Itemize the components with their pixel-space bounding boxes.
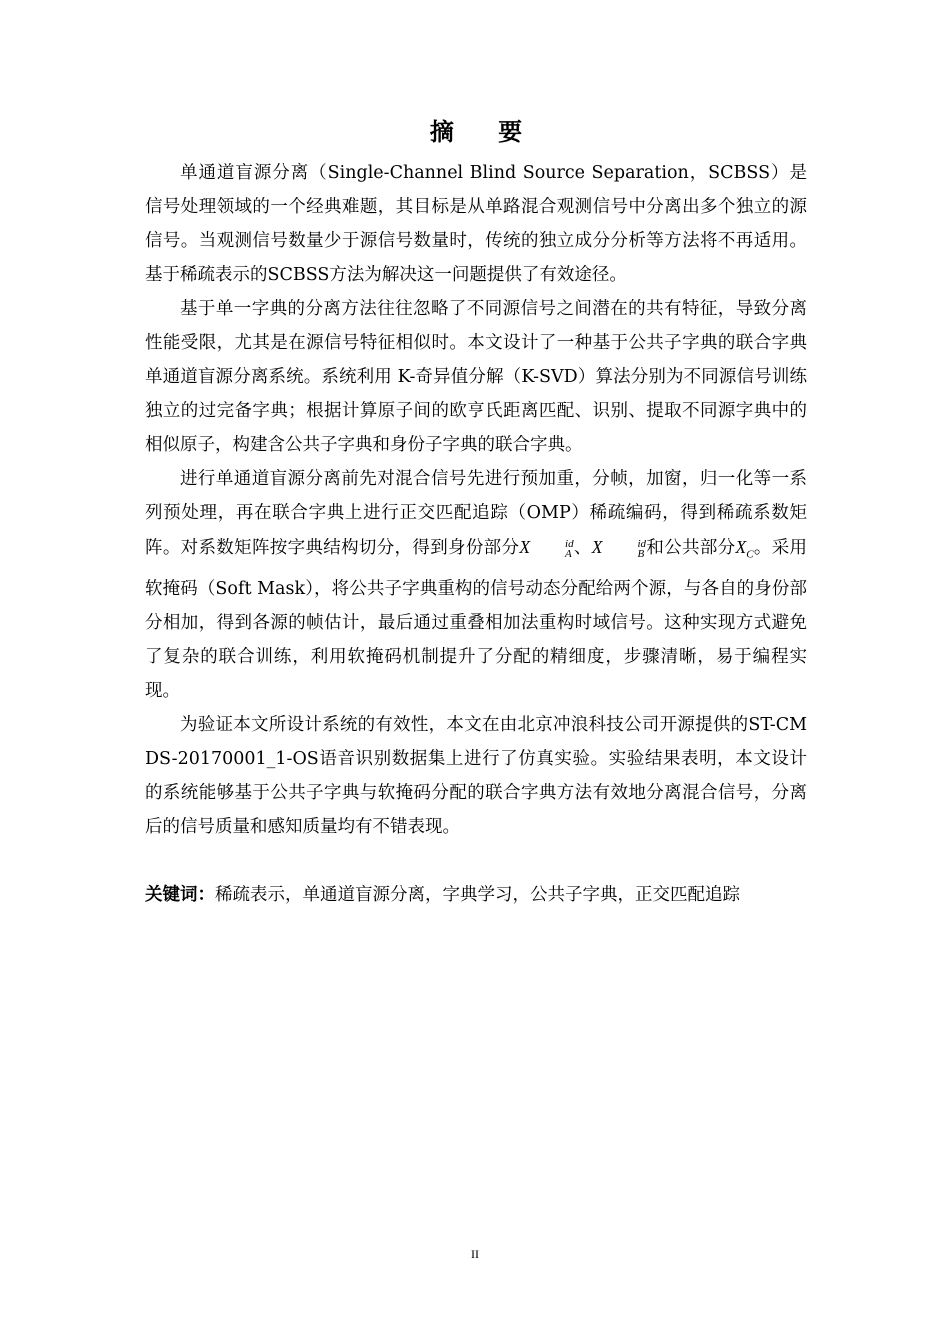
keywords-line: [145, 878, 807, 912]
paragraph-3-part-b: 。采用软掩码（Soft Mask），将公共子字典重构的信号动态分配给两个源，与各自的身份部分相加，得到各源的帧估计，最后通过重叠相加法重构时域信号。这种实现方式避免了复杂的联合训练，利用软掩码机制提升了分配的精细度，步骤清晰，易于编程实现。: [145, 538, 808, 701]
paragraph-4: 为验证本文所设计系统的有效性，本文在由北京冲浪科技公司开源提供的ST-CMDS-20170001_1-OS语音识别数据集上进行了仿真实验。实验结果表明，本文设计的系统能够基于公共子字典与软掩码分配的联合字典方法有效地分离混合信号，分离后的信号质量和感知质量均有不错表现。: [145, 714, 807, 837]
paragraph-3-part-a: 进行单通道盲源分离前先对混合信号先进行预加重，分帧，加窗，归一化等一系列预处理，再在联合字典上进行正交匹配追踪（OMP）稀疏编码，得到稀疏系数矩阵。对系数矩阵按字典结构切分，得到身份部分: [145, 469, 807, 558]
paragraph-3: [145, 462, 807, 708]
page-title: 摘 要: [429, 117, 541, 146]
math-x-b-id: X id B: [591, 537, 647, 560]
keywords-list: 稀疏表示，单通道盲源分离，字典学习，公共子字典，正交匹配追踪: [215, 884, 740, 905]
paragraph-3-middle: 和公共部分: [646, 538, 736, 558]
paragraph-1: 单通道盲源分离（Single-Channel Blind Source Separation，SCBSS）是信号处理领域的一个经典难题，其目标是从单路混合观测信号中分离出多个独立的源信号。当观测信号数量少于源信号数量时，传统的独立成分分析等方法将不再适用。基于稀疏表示的SCBSS方法为解决这一问题提供了有效途径。: [145, 163, 807, 285]
page-number: II: [471, 1247, 479, 1261]
math-x-c: $X_C$: [735, 537, 754, 561]
paragraph-3-separator: 、: [573, 538, 592, 558]
math-x-a-id: X id A: [519, 537, 574, 560]
keywords-label: 关键词：: [145, 884, 215, 905]
abstract-page: [145, 112, 807, 912]
paragraph-2: 基于单一字典的分离方法往往忽略了不同源信号之间潜在的共有特征，导致分离性能受限，尤其是在源信号特征相似时。本文设计了一种基于公共子字典的联合字典单通道盲源分离系统。系统利用 K-奇异值分解（K-SVD）算法分别为不同源信号训练独立的过完备字典；根据计算原子间的欧亨氏距离匹配、识别、提取不同源字典中的相似原子，构建含公共子字典和身份子字典的联合字典。: [145, 299, 807, 455]
